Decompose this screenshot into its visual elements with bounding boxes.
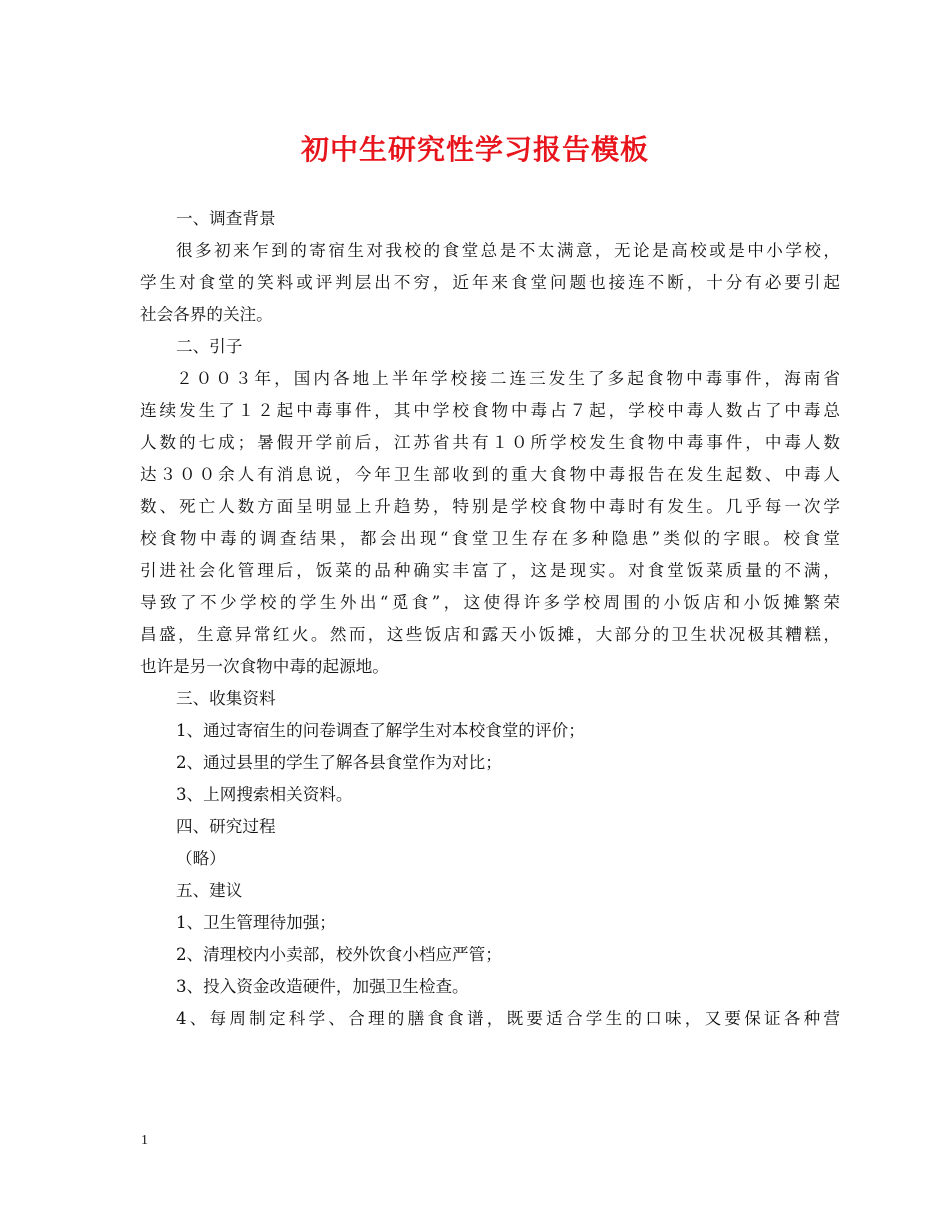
text-line: 校食物中毒的调查结果，都会出现“食堂卫生存在多种隐患”类似的字眼。校食堂: [140, 529, 840, 548]
text-line: 4、每周制定科学、合理的膳食食谱，既要适合学生的口味，又要保证各种营: [176, 1009, 840, 1028]
text-line: 1、卫生管理待加强；: [176, 913, 336, 932]
text-line: 3、上网搜索相关资料。: [176, 785, 353, 804]
text-line: 3、投入资金改造硬件，加强卫生检查。: [176, 977, 469, 996]
text-line: 很多初来乍到的寄宿生对我校的食堂总是不太满意，无论是高校或是中小学校，: [176, 241, 840, 260]
document-title: 初中生研究性学习报告模板: [300, 133, 649, 166]
text-line: 三、收集资料: [176, 689, 276, 708]
text-line: 二、引子: [176, 337, 243, 356]
text-line: 达３００余人有消息说，今年卫生部收到的重大食物中毒报告在发生起数、中毒人: [140, 465, 840, 484]
text-line: 数、死亡人数方面呈明显上升趋势，特别是学校食物中毒时有发生。几乎每一次学: [140, 497, 840, 516]
text-line: 连续发生了１２起中毒事件，其中学校食物中毒占７起，学校中毒人数占了中毒总: [140, 401, 840, 420]
document-body: [140, 203, 840, 1035]
text-line: 五、建议: [176, 881, 243, 900]
text-line: 2、清理校内小卖部，校外饮食小档应严管；: [176, 945, 502, 964]
text-line: 引进社会化管理后，饭菜的品种确实丰富了，这是现实。对食堂饭菜质量的不满，: [140, 561, 840, 580]
text-line: 一、调查背景: [176, 209, 276, 228]
text-line: 四、研究过程: [176, 817, 276, 836]
text-line: 人数的七成；暑假开学前后，江苏省共有１０所学校发生食物中毒事件，中毒人数: [140, 433, 840, 452]
text-line: 社会各界的关注。: [140, 305, 273, 324]
text-line: 2、通过县里的学生了解各县食堂作为对比；: [176, 753, 502, 772]
text-line: 导致了不少学校的学生外出“觅食”，这使得许多学校周围的小饭店和小饭摊繁荣: [140, 593, 840, 612]
text-line: 也许是另一次食物中毒的起源地。: [140, 657, 389, 676]
text-line: ２００３年，国内各地上半年学校接二连三发生了多起食物中毒事件，海南省: [176, 369, 840, 388]
text-line: 学生对食堂的笑料或评判层出不穷，近年来食堂问题也接连不断，十分有必要引起: [140, 273, 840, 292]
text-line: 昌盛，生意异常红火。然而，这些饭店和露天小饭摊，大部分的卫生状况极其糟糕，: [140, 625, 840, 644]
page-number: 1: [141, 1133, 148, 1148]
text-line: 1、通过寄宿生的问卷调查了解学生对本校食堂的评价；: [176, 721, 585, 740]
text-line: （略）: [176, 849, 226, 868]
